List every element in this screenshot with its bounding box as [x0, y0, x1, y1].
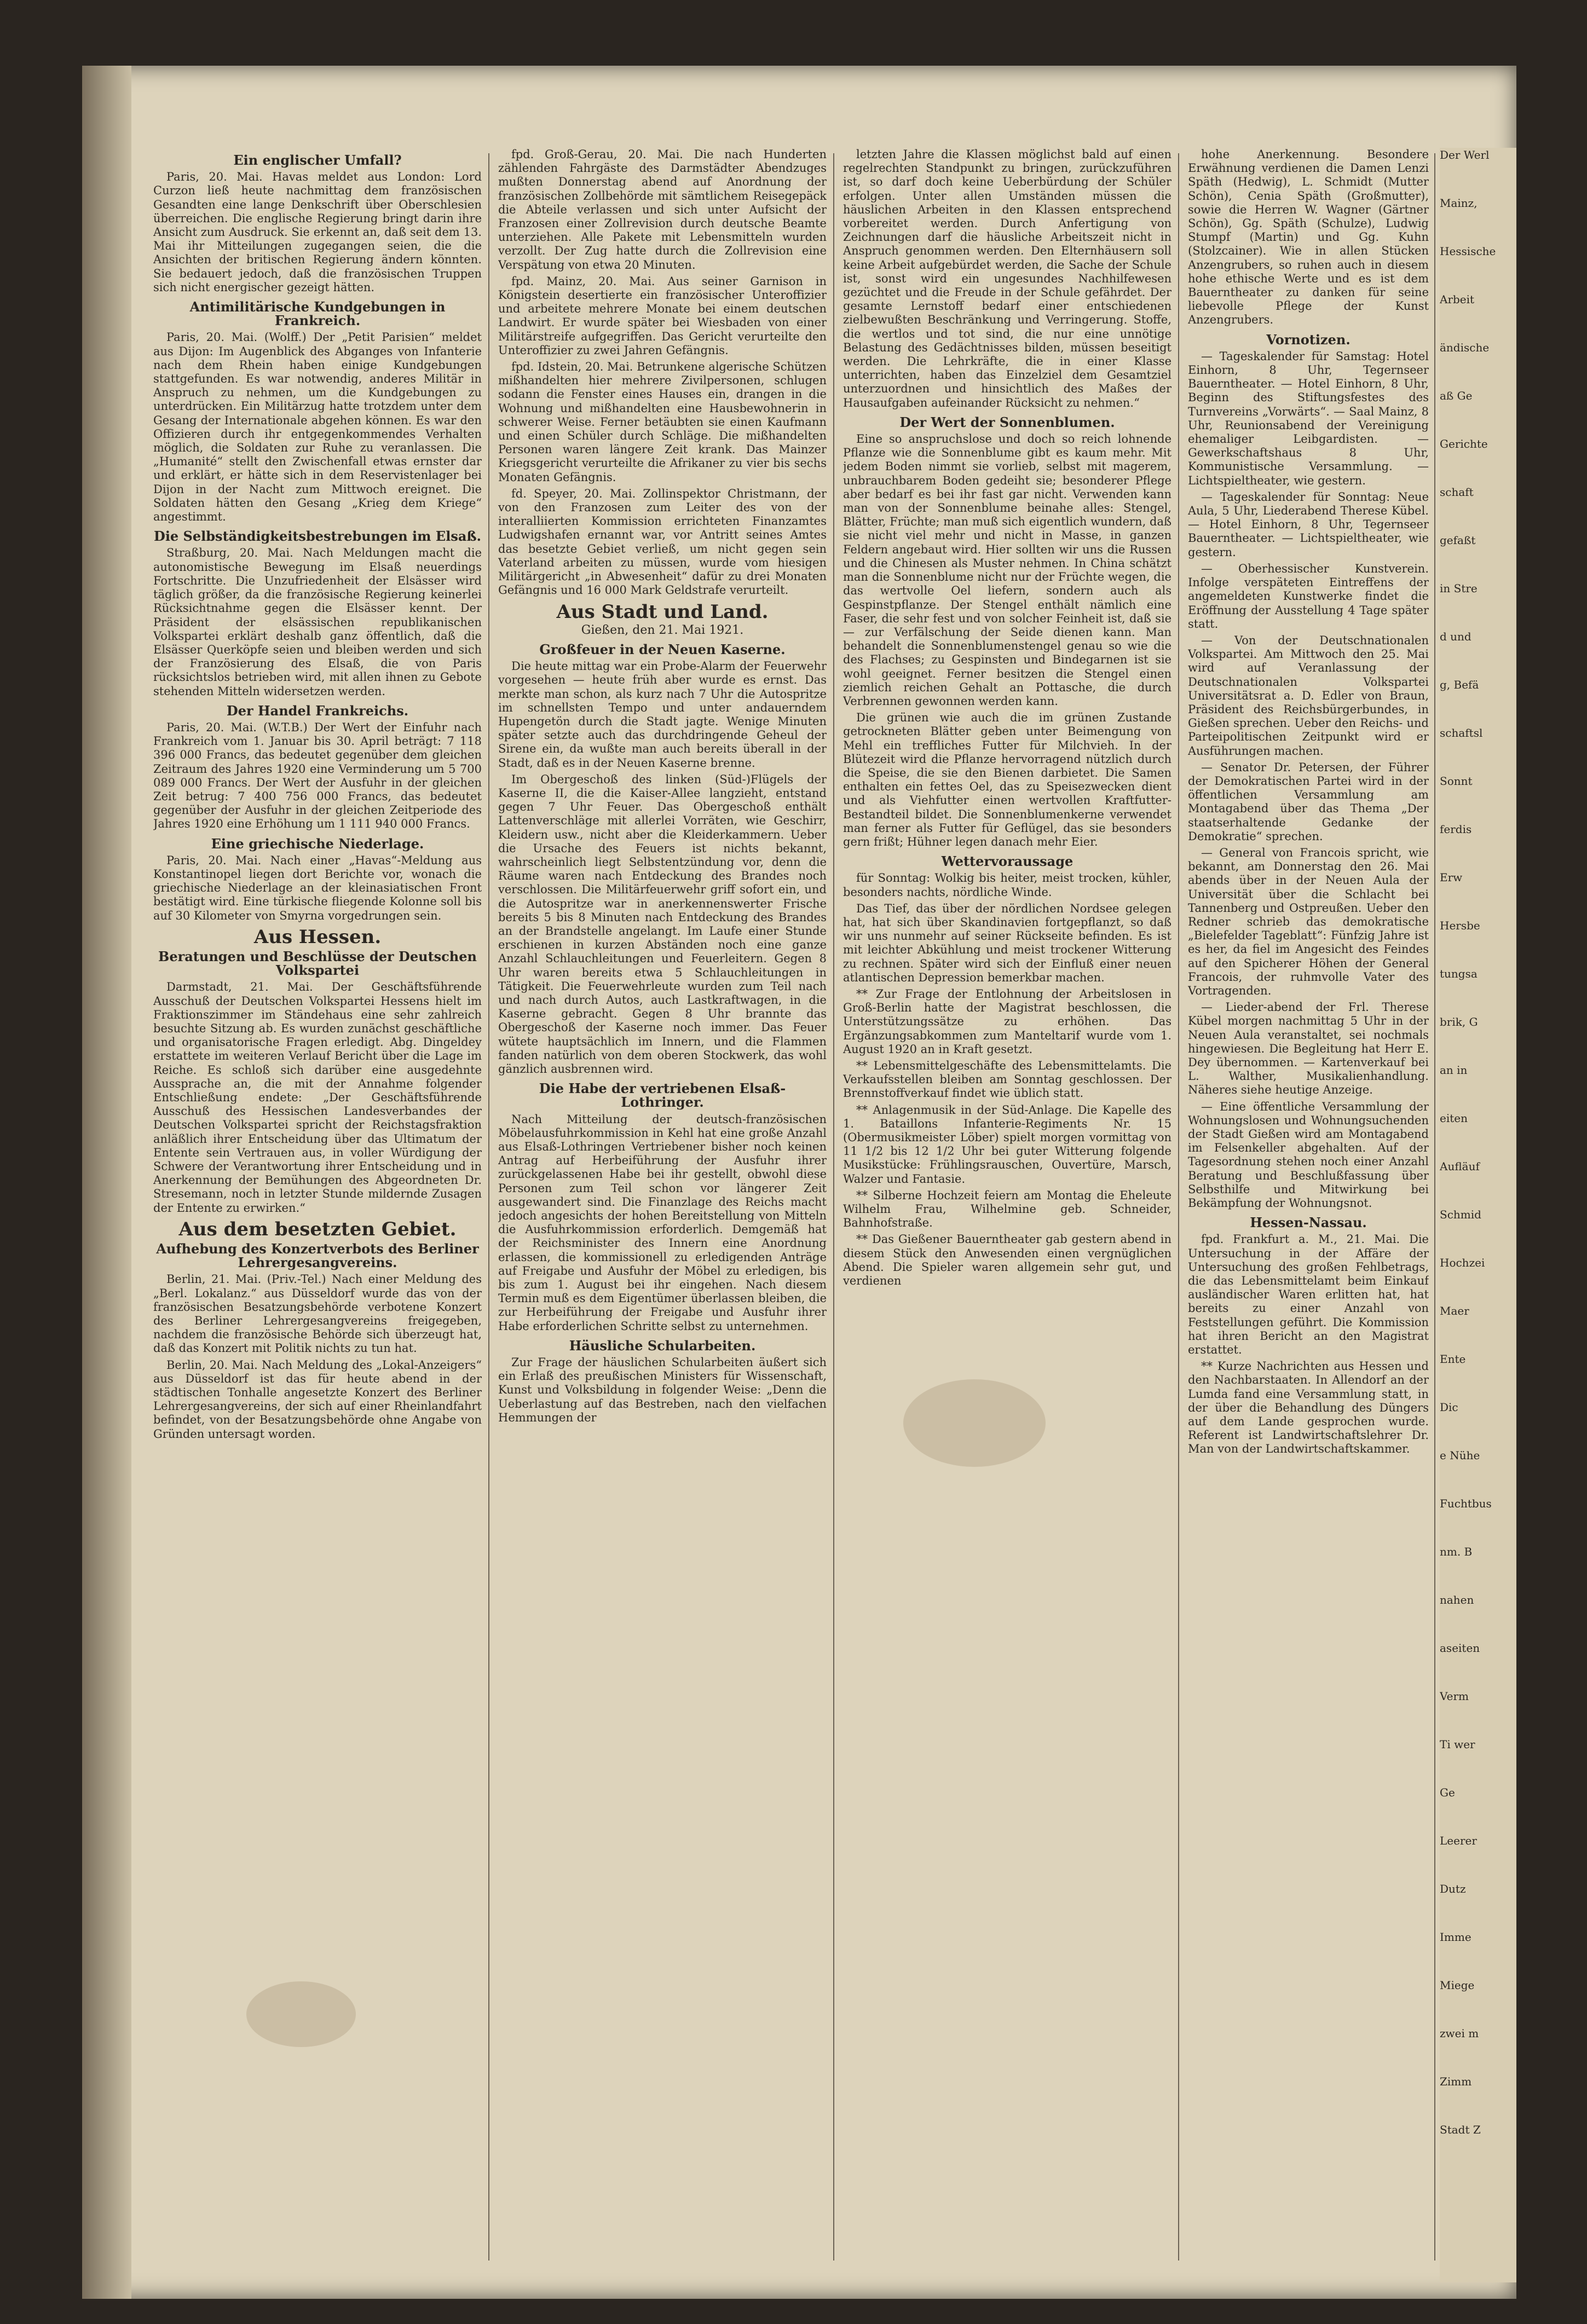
- article-text: fpd. Idstein, 20. Mai. Betrunkene algerische Schützen mißhandelten hier mehrere Zivilpersonen, schlugen sodann die Fenster eines Hauses ein, drangen in die Wohnung und mißhandelten eine Hausbewohnerin in schwerer Weise. Ferner betäubten sie einen Kaufmann und einen Schüler durch Schläge. Die mißhandelten Personen waren längere Zeit krank. Das Mainzer Kriegsgericht verurteilte die Afrikaner zu vier bis sechs Monaten Gefängnis.: [498, 360, 827, 484]
- strip-line: Verm: [1440, 1690, 1469, 1703]
- strip-line: g, Befä: [1440, 678, 1479, 691]
- section-heading: Aus Stadt und Land.: [556, 600, 769, 623]
- strip-line: Arbeit: [1440, 293, 1475, 306]
- column-4: [1188, 148, 1429, 2271]
- strip-line: schaft: [1440, 485, 1474, 499]
- article-text: — Oberhessischer Kunstverein. Infolge verspäteten Eintreffens der angemeldeten Kunstwerke findet die Eröffnung der Ausstellung 4 Tage später statt.: [1188, 562, 1429, 631]
- article-text: ** Das Gießener Bauerntheater gab gestern abend in diesem Stück den Anwesenden einen vergnüglichen Abend. Die Spieler waren allgemein sehr gut, und verdienen: [843, 1233, 1172, 1288]
- article-text: ** Zur Frage der Entlohnung der Arbeitslosen in Groß-Berlin hatte der Magistrat beschlossen, die Unterstützungssätze zu erhöhen. Das Ergänzungsabkommen zum Manteltarif wurde vom 1. August 1920 an in Kraft gesetzt.: [843, 987, 1172, 1056]
- article-text: ** Kurze Nachrichten aus Hessen und den Nachbarstaaten. In Allendorf an der Lumda fand eine Versammlung statt, in der über die Behandlung des Düngers auf dem Lande gesprochen wurde. Referent ist Landwirtschaftslehrer Dr. Man von der Landwirtschaftskammer.: [1188, 1360, 1429, 1456]
- strip-line: Aufläuf: [1440, 1160, 1480, 1173]
- article-text: fpd. Groß-Gerau, 20. Mai. Die nach Hunderten zählenden Fahrgäste des Darmstädter Abendzuges mußten Donnerstag abend auf Anordnung der französischen Zollbehörde mit sämtlichem Reisegepäck die Abteile verlassen und sich unter Aufsicht der Franzosen einer Zollrevision durch deutsche Beamte unterziehen. Alle Pakete mit Lebensmitteln wurden verzollt. Der Zug hatte durch die Zollrevision eine Verspätung von etwa 20 Minuten.: [498, 148, 827, 271]
- article-text: letzten Jahre die Klassen möglichst bald auf einen regelrechten Standpunkt zu bringen, zurückzuführen ist, so darf doch keine Ueberbürdung der Schüler erfolgen. Unter allen Umständen müssen die häuslichen Arbeiten in den Klassen entsprechend vorbereitet werden. Durch Anfertigung von Zeichnungen darf die häusliche Arbeitszeit nicht in Anspruch genommen werden. Den Elternhäusern soll keine Arbeit aufgebürdet werden, die Sache der Schule ist, sonst wird ein ungesundes Nachhilfewesen gezüchtet und die Freude in der Schule gefährdet. Der gesamte Lernstoff bedarf einer entschiedenen zielbewußten Beschränkung und Verringerung. Stoffe, die wertlos und tot sind, die nur eine unnötige Belastung des Gedächtnisses bilden, müssen beseitigt werden. Die Lehrkräfte, die in einer Klasse unterrichten, haben das Einzelziel dem Gesamtziel unterzuordnen und hinsichtlich des Maßes der Hausaufgaben aufeinander Rücksicht zu nehmen.“: [843, 148, 1172, 409]
- article-text: — Lieder-abend der Frl. Therese Kübel morgen nachmittag 5 Uhr in der Neuen Aula veranstaltet, sei nochmals hingewiesen. Die Begleitung hat Herr E. Dey übernommen. — Kartenverkauf bei L. Walther, Musikalienhandlung. Näheres siehe heutige Anzeige.: [1188, 1001, 1429, 1097]
- headline: Wettervoraussage: [941, 853, 1074, 870]
- strip-line: ändische: [1440, 341, 1490, 354]
- strip-line: Hersbe: [1440, 919, 1480, 932]
- strip-line: Ente: [1440, 1352, 1466, 1366]
- article-text: Paris, 20. Mai. Havas meldet aus London: Lord Curzon ließ heute nachmittag dem französischen Gesandten eine lange Denkschrift über Oberschlesien überreichen. Die englische Regierung bringt darin ihre Ansicht zum Ausdruck. Sie erkennt an, daß seit dem 13. Mai ihr Mitteilungen zugegangen seien, die die Ansichten der britischen Regierung ändern könnten. Sie bedauert jedoch, daß die französischen Truppen sich nicht energischer gezeigt hätten.: [153, 170, 482, 294]
- column-1: [153, 148, 482, 2271]
- dateline: Gießen, den 21. Mai 1921.: [581, 623, 744, 637]
- section-heading: Aus dem besetzten Gebiet.: [178, 1218, 457, 1240]
- headline: Der Wert der Sonnenblumen.: [899, 414, 1115, 430]
- strip-line: Leerer: [1440, 1834, 1477, 1847]
- article-text: ** Anlagenmusik in der Süd-Anlage. Die Kapelle des 1. Bataillons Infanterie-Regiments Nr. 15 (Obermusikmeister Löber) spielt morgen vormittag von 11 1/2 bis 12 1/2 Uhr bei guter Witterung folgende Musikstücke: Frühlingsrauschen, Ouvertüre, Marsch, Walzer und Fantasie.: [843, 1103, 1172, 1186]
- strip-line: Sonnt: [1440, 774, 1473, 788]
- article-text: fpd. Frankfurt a. M., 21. Mai. Die Untersuchung in der Affäre der Untersuchung des großen Fehlbetrags, die das Lebensmittelamt beim Einkauf ausländischer Waren erlitten hat, hat bereits zu einer Anzahl von Feststellungen geführt. Die Kommission hat ihren Bericht an den Magistrat erstattet.: [1188, 1233, 1429, 1357]
- article-text: — Eine öffentliche Versammlung der Wohnungslosen und Wohnungsuchenden der Stadt Gießen wird am Montagabend im Felsenkeller abgehalten. Auf der Tagesordnung stehen noch einer Anzahl Beratung und Beschlußfassung über Selbsthilfe und Mitwirkung bei Bekämpfung der Wohnungsnot.: [1188, 1100, 1429, 1210]
- book-binding-gutter: [82, 66, 131, 2299]
- newspaper-page: [82, 66, 1516, 2299]
- strip-line: aseiten: [1440, 1641, 1480, 1655]
- column-rule: [488, 153, 489, 2261]
- article-text: Paris, 20. Mai. (W.T.B.) Der Wert der Einfuhr nach Frankreich vom 1. Januar bis 30. April beträgt: 7 118 396 000 Francs, das bedeutet gegenüber dem gleichen Zeitraum des Jahres 1920 eine Verminderung um 5 700 089 000 Francs. Der Wert der Ausfuhr in der gleichen Zeit betrug: 7 400 756 000 Francs, das bedeutet gegenüber der Ausfuhr in der gleichen Zeitperiode des Jahres 1920 eine Erhöhung um 1 111 940 000 Francs.: [153, 720, 482, 831]
- article-text: fd. Speyer, 20. Mai. Zollinspektor Christmann, der von den Franzosen zum Leiter des von der interalliierten Kommission errichteten Finanzamtes Ludwigshafen ernannt war, vor Antritt seines Amtes das besetzte Gebiet verließ, um nicht gegen sein Vaterland arbeiten zu müssen, wurde vom hiesigen Militärgericht „in Abwesenheit“ dafür zu drei Monaten Gefängnis und 16 000 Mark Geldstrafe verurteilt.: [498, 487, 827, 597]
- article-text: Die heute mittag war ein Probe-Alarm der Feuerwehr vorgesehen — heute früh aber wurde es ernst. Das merkte man schon, als kurz nach 7 Uhr die Autospritze im schnellsten Tempo und unter andauerndem Hupengetön durch die Stadt jagte. Wenige Minuten später setzte auch das durchdringende Geheul der Sirene ein, da wußte man auch bereits überall in der Stadt, daß es in der Neuen Kaserne brenne.: [498, 660, 827, 770]
- strip-line: an in: [1440, 1063, 1468, 1077]
- strip-line: gefaßt: [1440, 534, 1476, 547]
- article-text: ** Silberne Hochzeit feiern am Montag die Eheleute Wilhelm Frau, Wilhelmine geb. Schneider, Bahnhofstraße.: [843, 1188, 1172, 1230]
- strip-line: Stadt Z: [1440, 2123, 1481, 2136]
- article-text: Zur Frage der häuslichen Schularbeiten äußert sich ein Erlaß des preußischen Ministers für Wissenschaft, Kunst und Volksbildung in folgender Weise: „Denn die Ueberlastung auf das Bestreben, nach den vielfachen Hemmungen der: [498, 1356, 827, 1424]
- strip-line: Hessische: [1440, 245, 1496, 258]
- strip-line: Schmid: [1440, 1208, 1481, 1221]
- strip-line: Ti wer: [1440, 1738, 1475, 1751]
- article-text: Berlin, 20. Mai. Nach Meldung des „Lokal-Anzeigers“ aus Düsseldorf ist das für heute abend in der städtischen Tonhalle angesetzte Konzert des Berliner Lehrergesangvereins, der sich auf einer Rheinlandfahrt befindet, von der Besatzungsbehörde ohne Angabe von Gründen untersagt worden.: [153, 1358, 482, 1441]
- article-text: Die grünen wie auch die im grünen Zustande getrockneten Blätter geben unter Beimengung von Mehl ein treffliches Futter für Milchvieh. In der Blütezeit wird die Pflanze hervorragend nützlich durch die Speise, die sie den Bienen darbietet. Die Samen enthalten ein fettes Oel, das zu Speisezwecken dient und als Viehfutter einen wertvollen Kraftfutter-Bestandteil bildet. Die Sonnenblumenkerne verwendet man ferner als Futter für Geflügel, das sie besonders gern frißt; Hühner legen danach mehr Eier.: [843, 711, 1172, 848]
- strip-line: zwei m: [1440, 2027, 1479, 2040]
- strip-line: brik, G: [1440, 1015, 1478, 1028]
- strip-line: Fuchtbus: [1440, 1497, 1492, 1510]
- column-2: [498, 148, 827, 2271]
- headline: Hessen-Nassau.: [1250, 1215, 1367, 1231]
- strip-line: tungsa: [1440, 967, 1478, 980]
- article-text: — Senator Dr. Petersen, der Führer der Demokratischen Partei wird in der öffentlichen Versammlung am Montagabend über das Thema „Der staatserhaltende Gedanke der Demokratie“ sprechen.: [1188, 760, 1429, 843]
- strip-line: Miege: [1440, 1979, 1475, 1992]
- strip-line: schaftsl: [1440, 726, 1483, 739]
- strip-line: Der Werl: [1440, 148, 1490, 161]
- article-text: Darmstadt, 21. Mai. Der Geschäftsführende Ausschuß der Deutschen Volkspartei Hessens hielt im Fraktionszimmer im Ständehaus eine sehr zahlreich besuchte Sitzung ab. Es wurden zunächst geschäftliche und organisatorische Fragen erledigt. Abg. Dingeldey erstattete im weiteren Verlauf Bericht über die Lage im Reiche. Es schloß sich darüber eine ausgedehnte Aussprache an, die mit der Annahme folgender Entschließung endete: „Der Geschäftsführende Ausschuß des Hessischen Landesverbandes der Deutschen Volkspartei spricht der Reichstagsfraktion anläßlich ihrer Entscheidung über das Ultimatum der Entente sein Vertrauen aus, in voller Würdigung der Schwere der Verantwortung ihrer Entscheidung und in Anerkennung der Bemühungen des Abgeordneten Dr. Stresemann, noch in letzter Stunde mildernde Zusagen der Entente zu erwirken.“: [153, 980, 482, 1215]
- headline: Großfeuer in der Neuen Kaserne.: [539, 641, 786, 657]
- strip-line: Imme: [1440, 1930, 1471, 1944]
- strip-line: Maer: [1440, 1304, 1469, 1317]
- strip-line: e Nühe: [1440, 1449, 1480, 1462]
- adjacent-page-strip: [1440, 148, 1516, 2282]
- strip-line: Gerichte: [1440, 437, 1488, 450]
- column-rule: [1178, 153, 1179, 2261]
- strip-line: d und: [1440, 630, 1471, 643]
- headline: Ein englischer Umfall?: [233, 152, 402, 168]
- strip-line: in Stre: [1440, 582, 1478, 595]
- headline: Die Selbständigkeitsbestrebungen im Elsaß.: [154, 528, 481, 545]
- column-rule: [833, 153, 834, 2261]
- article-text: Das Tief, das über der nördlichen Nordsee gelegen hat, hat sich über Skandinavien fortgepflanzt, so daß wir uns nunmehr auf seiner Rückseite befinden. Es ist mit leichter Abkühlung und meist trockener Witterung zu rechnen. Später wird sich der Einfluß einer neuen atlantischen Depression bemerkbar machen.: [843, 901, 1172, 984]
- column-3: [843, 148, 1172, 2271]
- strip-line: Dic: [1440, 1401, 1458, 1414]
- headline: Der Handel Frankreichs.: [226, 702, 409, 719]
- article-text: für Sonntag: Wolkig bis heiter, meist trocken, kühler, besonders nachts, nördliche Winde.: [843, 871, 1172, 899]
- strip-line: Ge: [1440, 1786, 1455, 1799]
- article-text: Berlin, 21. Mai. (Priv.-Tel.) Nach einer Meldung des „Berl. Lokalanz.“ aus Düsseldorf wurde das von der französischen Besatzungsbehörde verbotene Konzert des Berliner Lehrergesangvereins freigegeben, nachdem die französische Behörde sich überzeugt hat, daß das Konzert mit Politik nichts zu tun hat.: [153, 1273, 482, 1355]
- article-text: — Von der Deutschnationalen Volkspartei. Am Mittwoch den 25. Mai wird auf Veranlassung der Deutschnationalen Volkspartei Universitätsrat a. D. Edler von Braun, Präsident des Reichsbürgerbundes, in Gießen sprechen. Ueber den Reichs- und Parteipolitischen Zeitpunkt wird er Ausführungen machen.: [1188, 633, 1429, 758]
- column-rule: [1434, 153, 1435, 2261]
- strip-line: nahen: [1440, 1593, 1474, 1606]
- article-text: ** Lebensmittelgeschäfte des Lebensmittelamts. Die Verkaufsstellen bleiben am Sonntag geschlossen. Der Brennstoffverkauf findet wie üblich statt.: [843, 1059, 1172, 1100]
- strip-line: Dutz: [1440, 1882, 1466, 1895]
- strip-line: aß Ge: [1440, 389, 1473, 402]
- article-text: hohe Anerkennung. Besondere Erwähnung verdienen die Damen Lenzi Späth (Hedwig), L. Schmidt (Mutter Schön), Cenia Späth (Großmutter), sowie die Herren W. Wagner (Gärtner Schön), Gg. Späth (Schulze), Ludwig Stumpf (Martin) und Gg. Kuhn (Stolzcainer). Wie in allen Stücken Anzengrubers, so ruhen auch in diesem hohe ethische Werte und es ist dem Bauerntheater zu danken für seine liebevolle Pflege der Kunst Anzengrubers.: [1188, 148, 1429, 327]
- strip-line: nm. B: [1440, 1545, 1473, 1558]
- article-text: Eine so anspruchslose und doch so reich lohnende Pflanze wie die Sonnenblume gibt es kaum mehr. Mit jedem Boden nimmt sie vorlieb, selbst mit magerem, unbrauchbarem Boden gedeiht sie; besonderer Pflege aber bedarf es bei ihr fast gar nicht. Verwenden kann man von der Sonnenblume beinahe alles: Stengel, Blätter, Früchte; man muß sich eigentlich wundern, daß sie nicht viel mehr und nicht in Masse, in ganzen Feldern angebaut wird. Hier sollten wir uns die Russen und die Chinesen als Muster nehmen. In China schätzt man die Sonnenblume nicht nur der Früchte wegen, die das wertvolle Oel liefern, sondern auch als Gespinstpflanze. Der Stengel enthält nämlich eine Faser, die sehr fest und von solcher Feinheit ist, daß sie — zur Verfälschung der Seide dienen kann. Man behandelt die Sonnenblumenstengel genau so wie die des Flachses; zu Gespinsten und Bindegarnen ist sie wohl geeignet. Ferner besitzen die Stengel einen ziemlich reichen Gehalt an Pottasche, die durch Verbrennen gewonnen werden kann.: [843, 432, 1172, 708]
- article-text: Nach Mitteilung der deutsch-französischen Möbelausfuhrkommission in Kehl hat eine große Anzahl aus Elsaß-Lothringen Vertriebener bisher noch keinen Antrag auf Herbeiführung der Ausfuhr ihrer zurückgelassenen Habe bei ihr gestellt, obwohl diese Personen zum Teil schon vor längerer Zeit ausgewandert sind. Die Finanzlage des Reichs macht jedoch angesichts der hohen Bereitstellung von Mitteln die Ausfuhrkommission erforderlich. Demgemäß hat der Reichsminister des Innern eine Anordnung erlassen, die kommissionell zu erledigenden Anträge auf Freigabe und Ausfuhr der Möbel zu erledigen, bis bis zum 1. August bei ihr eingehen. Nach diesem Termin muß es dem Eigentümer überlassen bleiben, die zur Herbeiführung der Freigabe und Ausfuhr ihrer Habe erforderlichen Schritte selbst zu unternehmen.: [498, 1112, 827, 1333]
- headline: Die Habe der vertriebenen Elsaß-Lothringer.: [539, 1080, 786, 1111]
- headline: Aufhebung des Konzertverbots des Berliner Lehrergesangvereins.: [156, 1241, 479, 1271]
- article-text: — General von Francois spricht, wie bekannt, am Donnerstag den 26. Mai abends über in der Neuen Aula der Universität über die Schlacht bei Tannenberg und Ostpreußen. Ueber den Redner schrieb das demokratische „Bielefelder Tageblatt“: Fünfzig Jahre ist es her, da fiel im Angesicht des Feindes auf den Spicherer Höhen der General Francois, der ruhmvolle Vater des Vortragenden.: [1188, 846, 1429, 997]
- article-text: Paris, 20. Mai. Nach einer „Havas“-Meldung aus Konstantinopel liegen dort Berichte vor, wonach die griechische Niederlage an der kleinasiatischen Front bestätigt wird. Eine türkische fliegende Kolonne soll bis auf 30 Kilometer von Smyrna vorgedrungen sein.: [153, 853, 482, 922]
- article-text: Im Obergeschoß des linken (Süd-)Flügels der Kaserne II, die die Kaiser-Allee langzieht, entstand gegen 7 Uhr Feuer. Das Obergeschoß enthält Lattenverschläge mit allerlei Vorräten, wie Geschirr, Kleidern usw., nicht aber die Kleiderkammern. Ueber die Ursache des Feuers ist nichts bekannt, wahrscheinlich liegt Selbstentzündung vor, denn die Räume waren nach Entdeckung des Brandes noch verschlossen. Die Militärfeuerwehr griff sofort ein, und die Autospritze war in anerkennenswerter Frische bereits 5 bis 8 Minuten nach Entdeckung des Brandes an der Brandstelle angelangt. Im Laufe einer Stunde erschienen in kurzen Abständen noch eine ganze Anzahl Schlauchleitungen und Feuerleitern. Gegen 8 Uhr waren bereits etwa 5 Schlauchleitungen in Tätigkeit. Die Feuerwehrleute wurden zum Teil nach und nach durch Autos, auch Lastkraftwagen, in die Kaserne gebracht. Gegen 8 Uhr brannte das Obergeschoß der Kaserne noch immer. Das Feuer wütete hauptsächlich im Innern, und die Flammen fanden natürlich von dem oberen Stockwerk, das wohl gänzlich ausbrennen wird.: [498, 772, 827, 1076]
- article-text: Paris, 20. Mai. (Wolff.) Der „Petit Parisien“ meldet aus Dijon: Im Augenblick des Abganges von Infanterie nach dem Rhein haben einige Kundgebungen stattgefunden. Es war notwendig, anderes Militär in Anspruch zu nehmen, um die Kundgebungen zu unterdrücken. Ein Militärzug hatte trotzdem unter dem Gesang der Internationale abgehen können. Es war den Offizieren durch ihr entgegenkommendes Verhalten möglich, die Soldaten zur Ruhe zu veranlassen. Die „Humanité“ stellt den Zwischenfall etwas ernster dar und erklärt, er hätte sich in dem Reservistenlager bei Dijon in der Nacht zum Mittwoch ereignet. Die Soldaten hätten den Gesang „Krieg dem Kriege“ angestimmt.: [153, 331, 482, 524]
- strip-line: Zimm: [1440, 2075, 1472, 2088]
- headline: Antimilitärische Kundgebungen in Frankreich.: [189, 299, 446, 329]
- strip-line: Mainz,: [1440, 196, 1478, 210]
- headline: Häusliche Schularbeiten.: [569, 1337, 756, 1354]
- strip-line: Erw: [1440, 871, 1463, 884]
- strip-line: Hochzei: [1440, 1256, 1485, 1269]
- headline: Vornotizen.: [1266, 331, 1351, 348]
- headline: Beratungen und Beschlüsse der Deutschen Volkspartei: [158, 948, 477, 979]
- section-heading: Aus Hessen.: [253, 926, 382, 948]
- article-text: — Tageskalender für Sonntag: Neue Aula, 5 Uhr, Liederabend Therese Kübel. — Hotel Einhorn, 8 Uhr, Tegernseer Bauerntheater. — Lichtspieltheater, wie gestern.: [1188, 490, 1429, 559]
- article-text: fpd. Mainz, 20. Mai. Aus seiner Garnison in Königstein desertierte ein französischer Unteroffizier und arbeitete mehrere Monate bei einem deutschen Landwirt. Er wurde später bei Wiesbaden von einer Militärstreife aufgegriffen. Das Gericht verurteilte den Unteroffizier zu zwei Jahren Gefängnis.: [498, 274, 827, 357]
- strip-line: eiten: [1440, 1112, 1468, 1125]
- headline: Eine griechische Niederlage.: [211, 835, 424, 852]
- article-text: — Tageskalender für Samstag: Hotel Einhorn, 8 Uhr, Tegernseer Bauerntheater. — Hotel Einhorn, 8 Uhr, Beginn des Stiftungsfestes des Turnvereins „Vorwärts“. — Saal Mainz, 8 Uhr, Reunionsabend der Vereinigung ehemaliger Leibgardisten. — Gewerkschaftshaus 8 Uhr, Kommunistische Versammlung. — Lichtspieltheater, wie gestern.: [1188, 349, 1429, 487]
- strip-line: ferdis: [1440, 823, 1472, 836]
- article-text: Straßburg, 20. Mai. Nach Meldungen macht die autonomistische Bewegung im Elsaß neuerdings Fortschritte. Die Unzufriedenheit der Elsässer wird täglich größer, da die französische Regierung keinerlei Rücksichtnahme gegen die Elsässer kennt. Der Präsident der elsässischen republikanischen Volkspartei erklärt deshalb ganz öffentlich, daß die Elsässer Querköpfe seien und bleiben werden und sich der Französierung des Elsaß, die von Paris rücksichtslos betrieben wird, mit allen ihnen zu Gebote stehenden Mitteln widersetzen werden.: [153, 546, 482, 698]
